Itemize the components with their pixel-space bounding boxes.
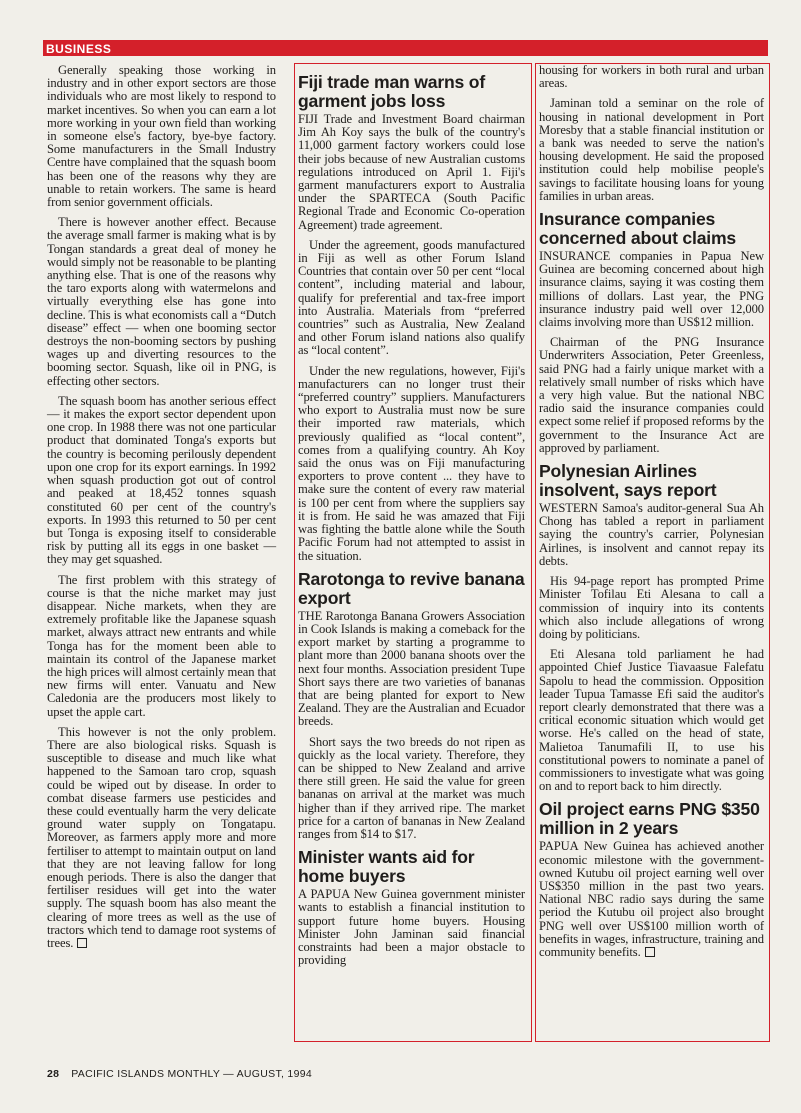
article-paragraph: Under the agreement, goods manufactured in Fiji as well as other Forum Island Countries that contain over 50 per cent “local content”, including material and labour, qualify for preferential and tax-free import into Australia. Materials from “preferred countries” such as Australia, New Zealand and other Forum island nations also qualify as “local content”. xyxy=(298,237,525,358)
article-paragraph: Short says the two breeds do not ripen as quickly as the local variety. Therefore, they can be shipped to New Zealand and arrive there still green. He said the value for green bananas on arrival at the market was much higher than if they arrived ripe. The market price for a carton of bananas in New Zealand ranges from $14 to $17. xyxy=(298,734,525,841)
article-paragraph: Chairman of the PNG Insurance Underwriters Association, Peter Greenless, said PNG had a fairly unique market with a relatively small number of risks which have a very high value. But the national NBC radio said the insurance companies could expect some relief if proposed reforms by the government to the Insurance Act are approved by parliament. xyxy=(539,335,764,455)
article-paragraph: FIJI Trade and Investment Board chairman Jim Ah Koy says the bulk of the country's 11,000 garment factory workers could lose their jobs because of new Australian customs regulations introduced on April 1. Fiji's garment manufacturers export to Australia under the SPARTECA (South Pacific Regional Trade and Economic Co-operation Agreement) trade agreement. xyxy=(298,112,525,232)
column-2 xyxy=(298,69,525,974)
article-paragraph: INSURANCE companies in Papua New Guinea are becoming concerned about high insurance claims, saying it was costing them millions of dollars. Last year, the PNG insurance industry paid well over 12,000 claims involving more than US$12 million. xyxy=(539,249,764,330)
headline-fiji-trade: Fiji trade man warns of garment jobs loss xyxy=(298,72,486,111)
body-text: This however is not the only problem. There are also biological risks. Squash is susceptible to disease and much like what happened to the Samoan taro crop, squash could be wiped out by disease. In order to combat disease farmers use pesticides and these could eventually harm the very delicate ground water supply on Tongatapu. Moreover, as farmers apply more and more fertiliser to attempt to maintain output on land that they are not leaving fallow for long enough periods. There is also the danger that fertiliser residues will get into the water supply. The squash boom has also meant the clearing of more trees as well as the use of tractors which tend to damage root systems of trees. xyxy=(47,724,276,950)
body-paragraph: The squash boom has another serious effect — it makes the export sector dependent upon one crop. In 1988 there was not one particular product that dominated Tonga's exports but the country is becoming perilously dependent upon one crop for its export earnings. In 1992 when squash production got out of control and peaked at 18,452 tonnes squash constituted 60 per cent of the country's exports. In 1993 this returned to 50 per cent but Tonga is exposing itself to considerable risk by putting all its eggs in one basket — they may get squashed. xyxy=(47,393,276,567)
headline-rarotonga-banana: Rarotonga to revive banana export xyxy=(298,568,525,608)
continued-paragraph: housing for workers in both rural and urban areas. xyxy=(539,63,764,91)
article-paragraph: THE Rarotonga Banana Growers Association in Cook Islands is making a comeback for the export market by starting a programme to plant more than 2000 banana shoots over the next four months. Association president Tupe Short says there are two varieties of bananas that are being planted for export to New Zealand. They are the Australian and Ecuador breeds. xyxy=(298,608,525,729)
article-paragraph: A PAPUA New Guinea government minister wants to establish a financial institution to support future home buyers. Housing Minister John Jaminan said financial constraints had been a major obstacle to providing xyxy=(298,887,525,968)
headline-polynesian-airlines: Polynesian Airlines insolvent, says report xyxy=(539,461,717,501)
page-footer xyxy=(47,1068,312,1080)
body-paragraph xyxy=(47,726,276,950)
continued-paragraph: Jaminan told a seminar on the role of housing in national development in Port Moresby that a stable financial institution or a bank was needed to serve the nation's housing development. He said the proposed institution could help mobilise people's savings to facilitate housing loans for young families in urban areas. xyxy=(539,96,764,203)
headline-insurance-claims: Insurance companies concerned about claims xyxy=(539,209,737,249)
section-label: BUSINESS xyxy=(43,43,114,56)
end-of-article-icon xyxy=(77,938,87,948)
end-of-article-icon xyxy=(645,947,655,957)
article-paragraph xyxy=(539,840,764,959)
column-1 xyxy=(47,64,276,957)
section-bar xyxy=(43,40,768,56)
article-paragraph: His 94-page report has prompted Prime Minister Tofilau Eti Alesana to call a commission of inquiry into its contents which also include allegations of wrong doing by politicians. xyxy=(539,574,764,641)
article-paragraph: Under the new regulations, however, Fiji's manufacturers can no longer trust their “preferred country” suppliers. Manufacturers who export to Australia must now be sure their imported raw materials, which previously qualified as “local content”, comes from a qualifying country. Ah Koy said the onus was on Fiji manufacturing exporters to prove content ... they have to make sure the content of every raw material is 100 per cent from where the suppliers say it is from. He said he was amazed that Fiji was fighting the battle alone while the South Pacific Forum had not attempted to assist in the situation. xyxy=(298,363,525,563)
page-number: 28 xyxy=(47,1068,60,1080)
headline-oil-project: Oil project earns PNG $350 million in 2 years xyxy=(539,799,760,839)
article-text: PAPUA New Guinea has achieved another economic milestone with the government-owned Kutubu oil project earning well over US$350 million in the past two years. National NBC radio says during the same period the Kutubu oil project also brought PNG well over US$100 million worth of benefits in wages, infrastructure, training and community benefits. xyxy=(539,839,764,959)
body-paragraph: The first problem with this strategy of course is that the niche market may just disappear. Niche markets, when they are extremely profitable like the Japanese squash market, always attract new entrants and while Tonga has for the moment been able to maintain its control of the Japanese market the high prices will almost certainly mean that new firms will enter. Vanuatu and New Caledonia are the producers most likely to upset the apple cart. xyxy=(47,572,276,719)
column-3 xyxy=(539,64,764,966)
body-paragraph: There is however another effect. Because the average small farmer is making what is by Tongan standards a great deal of money he would simply not be reasonable to be planting anything else. That is one of the reasons why the taro exports along with watermelons and virtually everything else has gone into decline. This is what economists call a “Dutch disease” effect — when one booming sector destroys the non-booming sectors by pushing wages up and diverting resources to the booming sector. Squash, like oil in PNG, is effecting other sectors. xyxy=(47,215,276,388)
body-paragraph: Generally speaking those working in industry and in other export sectors are those individuals who are most likely to respond to market incentives. So when you can earn a lot more working in your own field than working in someone else's factory, bye-bye factory. Some manufacturers in the Small Industry Centre have complained that the squash boom has been one of the reasons why they are unable to retain workers. The same is heard from senior government officials. xyxy=(47,63,276,210)
article-paragraph: Eti Alesana told parliament he had appointed Chief Justice Tiavaasue Falefatu Sapolu to head the commission. Opposition leader Tupua Tamasse Efi said the auditor's report clearly demonstrated that there was a critical economic situation which would get worse. He's called on the head of state, Malietoa Tanumafili II, to use his constitutional powers to nominate a panel of commissioners to investigate what was going on and to report back to him directly. xyxy=(539,647,764,794)
headline-minister-home-buyers: Minister wants aid for home buyers xyxy=(298,847,475,887)
publication-line: PACIFIC ISLANDS MONTHLY — AUGUST, 1994 xyxy=(71,1068,312,1080)
article-paragraph: WESTERN Samoa's auditor-general Sua Ah Chong has tabled a report in parliament saying the country's carrier, Polynesian Airlines, is insolvent and cannot repay its debts. xyxy=(539,501,764,568)
